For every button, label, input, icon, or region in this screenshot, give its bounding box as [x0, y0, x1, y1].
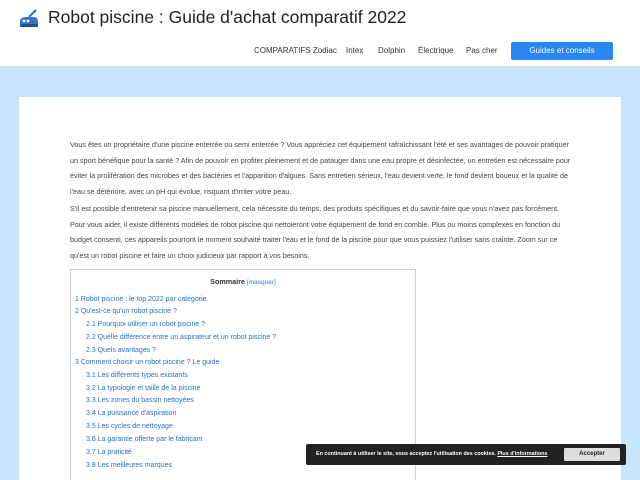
site-header	[0, 0, 640, 66]
nav-item-pas-cher[interactable]: Pas cher	[466, 46, 498, 55]
toc-item[interactable]: 3.1 Les différents types existants	[86, 372, 188, 379]
toc-item[interactable]: 3.6 La garantie offerte par le fabricant	[86, 436, 203, 443]
cookie-accept-button[interactable]: Accepter	[564, 448, 620, 461]
toc-item[interactable]: 2.3 Quels avantages ?	[86, 347, 157, 354]
article-content	[19, 97, 621, 480]
nav-item-dolphin[interactable]: Dolphin	[378, 46, 406, 55]
cookie-more-info-link[interactable]: Plus d'informations	[497, 451, 548, 457]
second-paragraph: S'il est possible d'entretenir sa piscine manuellement, cela nécessite du temps, des produits spécifiques et du savoir-faire que vous n'avez pas forcément. Pour vous aider, il existe différents modèles de robot piscine qui nettoieront votre équipement de fond en comble. Plus ou moins complexes en fonction du budget consenti, ces appareils pourront le moment souhaité traiter l'eau et le fond de la piscine pour que vous puissiez l'utiliser sans crainte. Zoom sur ce qu'est un robot piscine et faire un choix judicieux par rapport à vos besoins.	[70, 204, 561, 260]
cookie-text: En continuant à utiliser le site, vous acceptez l'utilisation des cookies.	[316, 451, 496, 457]
robot-vacuum-icon[interactable]	[18, 9, 40, 29]
intro-paragraph: Vous êtes un propriétaire d'une piscine enterrée ou semi enterrée ? Vous appréciez cet équipement rafraîchissant l'été et ses avantages de pouvoir pratiquer un sport bénéfique pour la santé ? Afin de pouvoir en profiter pleinement et de patauger dans une eau propre et désinfectée, un entretien est nécessaire pour éviter la prolifération des microbes et des bactéries et l'apparition d'algues. Sans entretien sérieux, l'eau devient verte, le fond devient boueux et la qualité de l'eau se détériore, avec un pH qui évolue, risquant d'irriter votre peau.	[70, 140, 571, 196]
site-title[interactable]: Robot piscine : Guide d'achat comparatif 2022	[48, 7, 407, 27]
toc-item[interactable]: 3.3 Les zones du bassin nettoyées	[86, 397, 194, 404]
cookie-message	[316, 451, 547, 457]
toc-item[interactable]: 3.7 La praticité	[86, 449, 132, 456]
toc-item[interactable]: 2 Qu'est-ce qu'un robot piscine ?	[75, 308, 177, 315]
toc-hide-link[interactable]: [masquer]	[246, 279, 276, 286]
toc-title: Sommaire	[210, 277, 245, 286]
nav-item-comparatifs-zodiac[interactable]: COMPARATIFS Zodiac	[254, 46, 337, 55]
toc-item[interactable]: 1 Robot piscine : le top 2022 par catégorie	[75, 296, 207, 303]
nav-item-electrique[interactable]: Électrique	[418, 46, 454, 55]
nav-item-intex[interactable]: Intex	[346, 46, 364, 55]
toc-item[interactable]: 3.2 La typologie et taille de la piscine	[86, 385, 201, 392]
toc-header	[71, 277, 415, 286]
cookie-banner	[306, 444, 626, 465]
toc-item[interactable]: 3 Comment choisir un robot piscine ? Le guide	[75, 359, 220, 366]
toc-item[interactable]: 3.5 Les cycles de nettoyage	[86, 423, 173, 430]
guides-conseils-button[interactable]: Guides et conseils	[511, 42, 613, 60]
toc-item[interactable]: 3.4 La puissance d'aspiration	[86, 410, 177, 417]
toc-item[interactable]: 2.1 Pourquoi utiliser un robot piscine ?	[86, 321, 206, 328]
toc-item[interactable]: 2.2 Quelle différence entre un aspirateur et un robot piscine ?	[86, 334, 277, 341]
toc-item[interactable]: 3.8 Les meilleures marques	[86, 462, 172, 469]
